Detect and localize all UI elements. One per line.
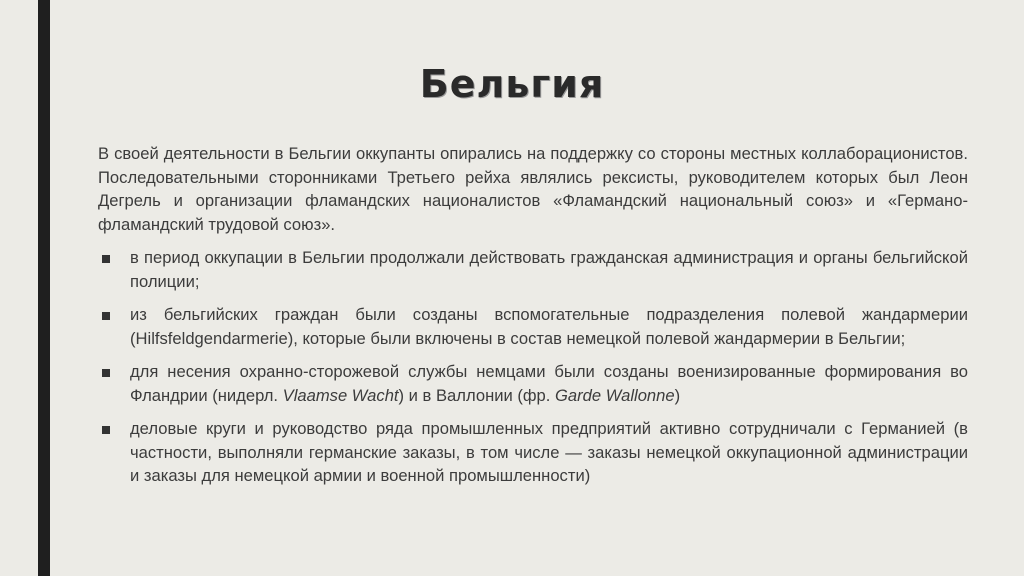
bullet-text-part: ) и в Валлонии (фр. xyxy=(398,385,556,405)
slide-body xyxy=(98,142,968,498)
bullet-italic-term: Vlaamse Wacht xyxy=(282,385,399,405)
square-bullet-icon xyxy=(102,426,110,434)
square-bullet-icon xyxy=(102,369,110,377)
bullet-list xyxy=(98,246,968,488)
bullet-italic-term: Garde Wallonne xyxy=(555,385,675,405)
bullet-text-part: ) xyxy=(674,385,681,405)
bullet-item xyxy=(98,246,968,293)
bullet-item xyxy=(98,303,968,350)
bullet-text: из бельгийских граждан были созданы вспомогательные подразделения полевой жандармерии (Hilfsfeldgendarmerie), которые были включены в состав немецкой полевой жандармерии в Бельгии; xyxy=(130,305,968,348)
bullet-text: в период оккупации в Бельгии продолжали действовать гражданская администрация и органы бельгийской полиции; xyxy=(130,248,968,291)
square-bullet-icon xyxy=(102,312,110,320)
intro-paragraph: В своей деятельности в Бельгии оккупанты опирались на поддержку со стороны местных коллаборационистов. Последовательными сторонниками Третьего рейха являлись рексисты, руководителем которых был Леон Дегрель и организации фламандских националистов «Фламандский национальный союз» и «Германо-фламандский трудовой союз». xyxy=(98,144,968,234)
bullet-text-part: для несения охранно-сторожевой службы немцами были созданы военизированные формирования во Фландрии (нидерл. xyxy=(130,362,968,405)
bullet-item xyxy=(98,417,968,488)
bullet-item xyxy=(98,360,968,407)
square-bullet-icon xyxy=(102,255,110,263)
slide-title: Бельгия xyxy=(419,62,605,106)
bullet-text: деловые круги и руководство ряда промышленных предприятий активно сотрудничали с Германией (в частности, выполняли германские заказы, в том числе — заказы немецкой оккупационной администрации и заказы для немецкой армии и военной промышленности) xyxy=(130,419,968,485)
